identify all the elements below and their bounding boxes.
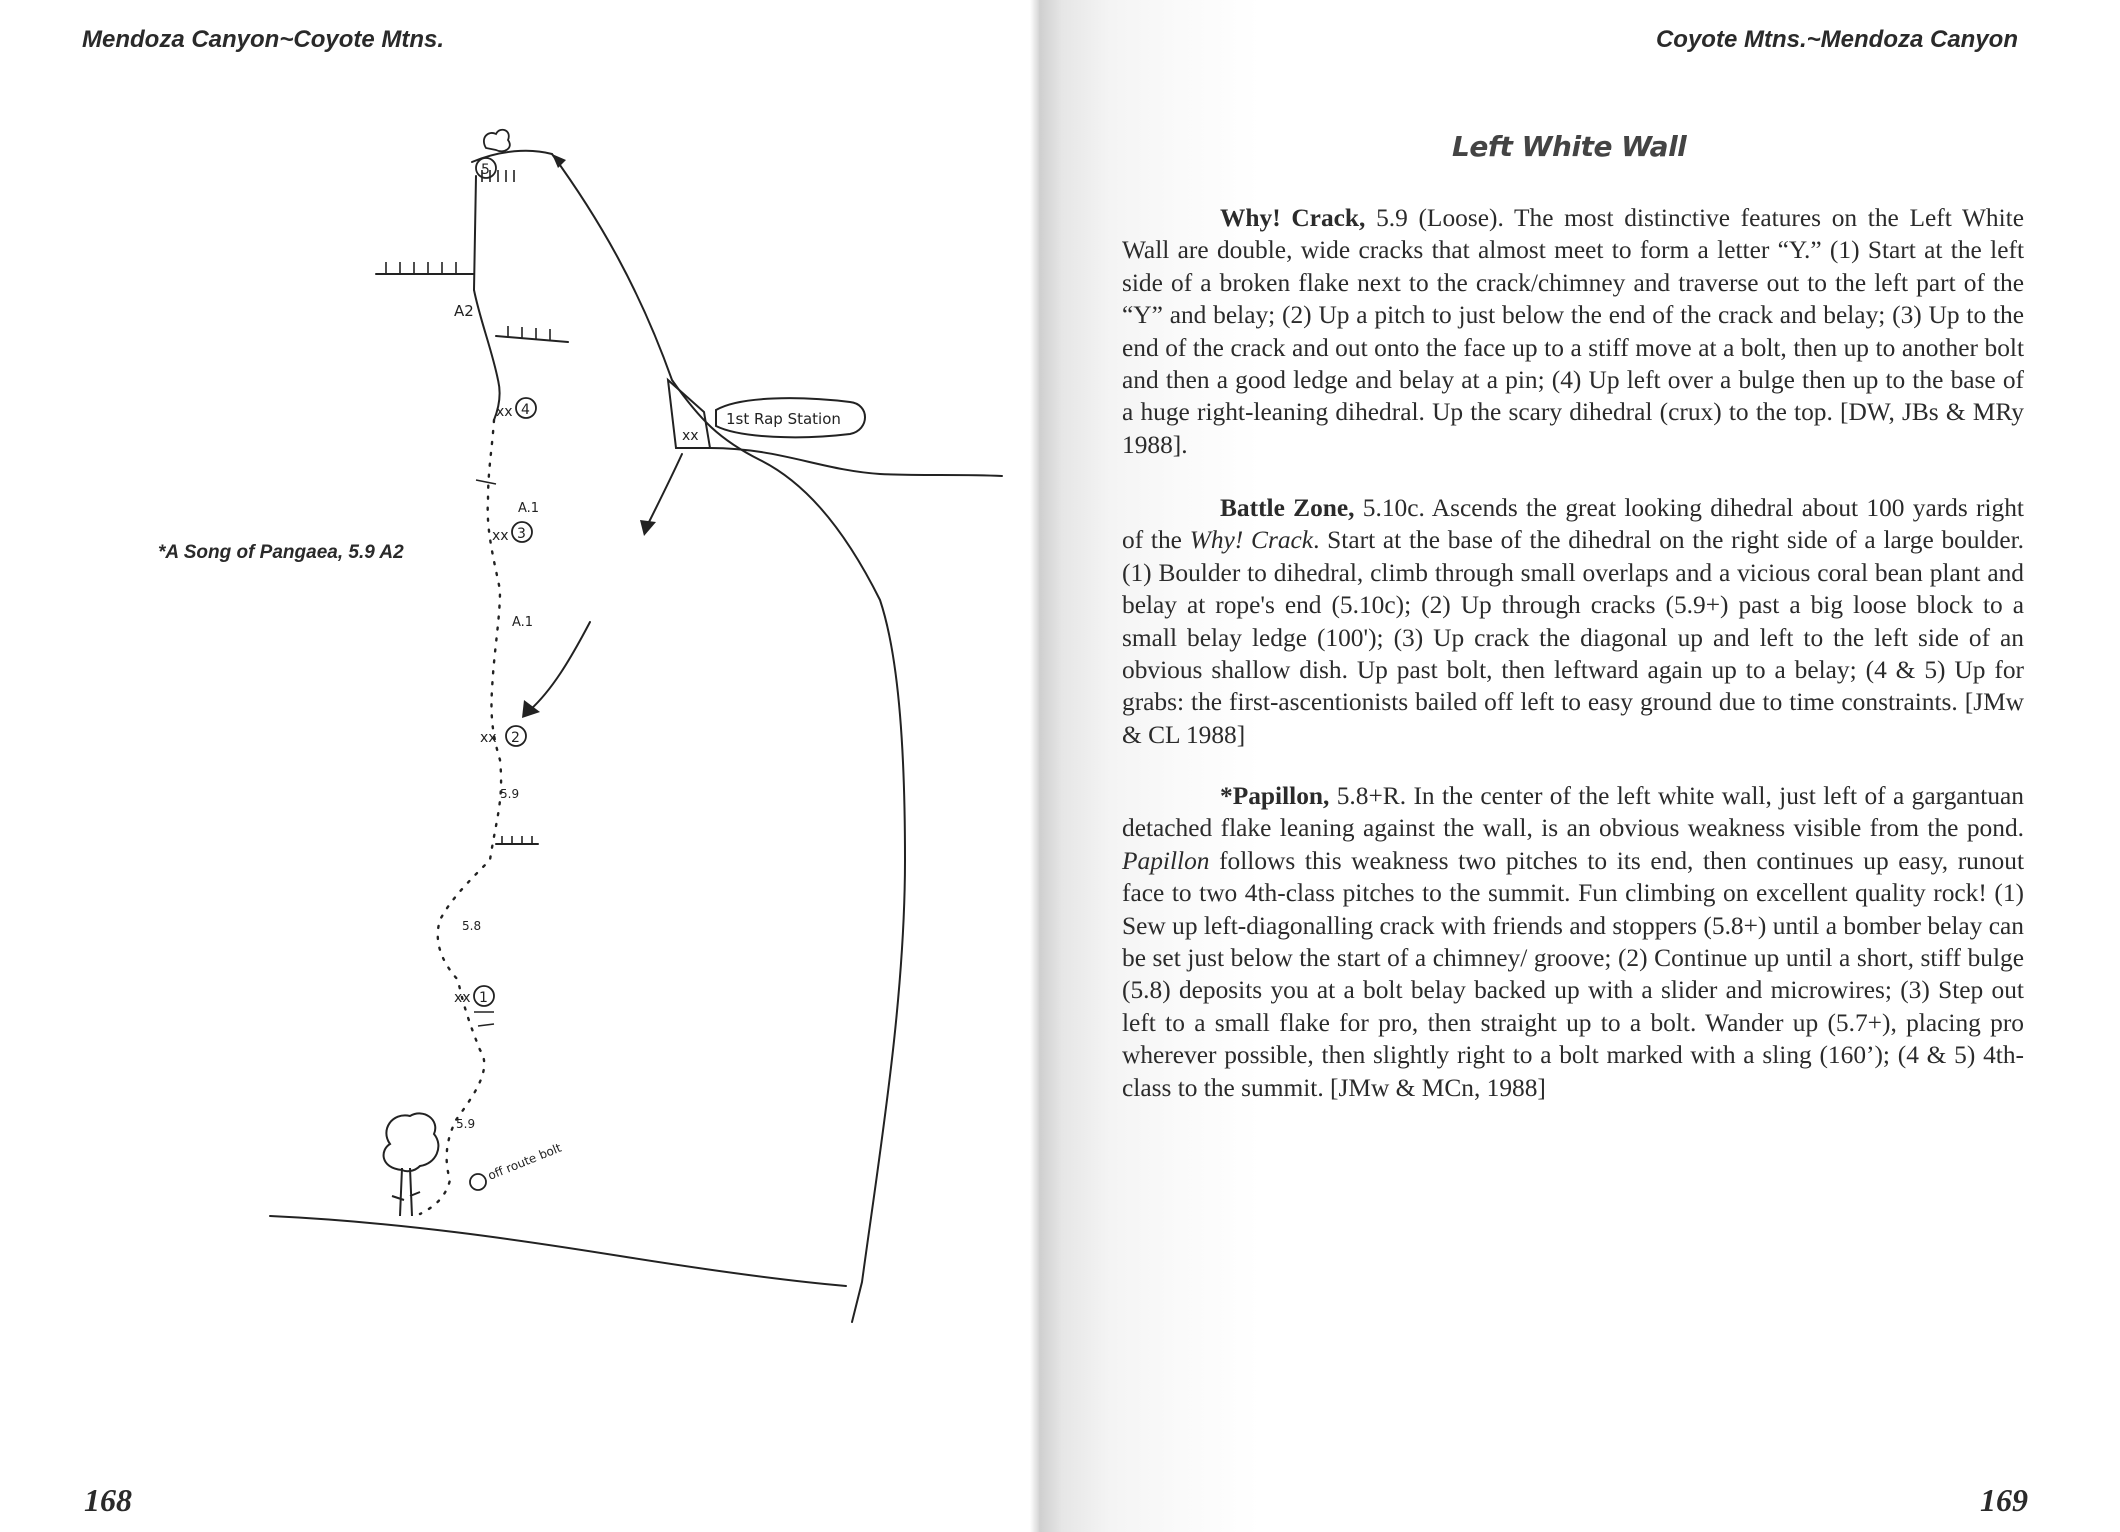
route-reference: Why! Crack bbox=[1189, 526, 1314, 555]
arrowhead-summit bbox=[552, 154, 566, 168]
off-route-bolt-marker bbox=[470, 1174, 486, 1190]
right-page-number: 169 bbox=[1980, 1482, 2028, 1518]
rap-station-label: 1st Rap Station bbox=[726, 410, 841, 428]
route-topo-diagram bbox=[0, 0, 1040, 1532]
belay-1-label: 1 bbox=[479, 990, 488, 1006]
off-route-bolt-label: off route bolt bbox=[485, 1140, 564, 1183]
topo-caption: *A Song of Pangaea, 5.9 A2 bbox=[158, 542, 404, 563]
left-running-head: Mendoza Canyon~Coyote Mtns. bbox=[82, 26, 445, 53]
summit-tree-icon bbox=[484, 130, 510, 152]
bolts-label-3: xx bbox=[492, 528, 509, 544]
belay-3-label: 3 bbox=[517, 526, 526, 542]
descent-arrow-upper bbox=[648, 454, 682, 524]
overhang-2 bbox=[496, 336, 568, 342]
star-rating: * bbox=[1220, 782, 1233, 810]
ridge-line bbox=[710, 448, 1002, 476]
bolts-label-4: xx bbox=[496, 404, 513, 420]
arrowheads bbox=[522, 154, 656, 718]
aid-line-top bbox=[474, 290, 500, 420]
tree-icon bbox=[384, 1113, 439, 1216]
route-description: 5.10c. Ascends the great looking dihedral about 100 yards right of the bbox=[1122, 494, 2024, 555]
descent-arrow-lower bbox=[530, 622, 590, 710]
aid-a2-label: A2 bbox=[454, 302, 474, 320]
overhang-ticks bbox=[386, 170, 550, 1026]
route-description: 5.9 (Loose). The most distinctive features on the Left White Wall are double, wide cracks that almost meet to form a letter “Y.” (1) Start at the left side of a broken flake next to the crack/chimney and traverse out to the left part of the “Y” and belay; (2) Up a pitch to just below the end of the crack and belay; (3) Up to the end of the crack and out onto the face up to a stiff move at a bolt, then up to another bolt and then a good ledge and belay at a pin; (4) Up left over a bulge then up to the base of a huge right-leaning dihedral. Up the scary dihedral (crux) to the top. [DW, JBs & MRy 1988]. bbox=[1122, 204, 2024, 459]
ground-line bbox=[270, 1216, 846, 1286]
aid-a1-lower-label: A.1 bbox=[512, 615, 534, 630]
right-running-head: Coyote Mtns.~Mendoza Canyon bbox=[1655, 26, 2018, 53]
summit-profile bbox=[472, 151, 552, 162]
grade-59-lower-label: 5.9 bbox=[456, 1117, 476, 1131]
left-page bbox=[0, 0, 1040, 1532]
belay-5-label: 5 bbox=[481, 162, 490, 178]
route-dotted-line bbox=[420, 420, 501, 1214]
aid-a1-upper-label: A.1 bbox=[518, 501, 540, 516]
upper-crack-line bbox=[474, 176, 476, 290]
grade-58-label: 5.8 bbox=[462, 919, 482, 933]
route-why-crack bbox=[1122, 202, 2024, 461]
cliff-outline bbox=[552, 154, 905, 1322]
bolts-label-rap: xx bbox=[682, 428, 699, 444]
route-papillon: *Papillon, 5.8+R. In the center of the left white wall, just left of a gargantuan detached flake leaning against the wall, is an obvious weakness visible from the pond. Papillon follows this weakness two pitches to its end, then continues up easy, runout face to two 4th-class pitches to the summit. Fun climbing on excellent quality rock! (1) Sew up left-diagonalling crack with friends and stoppers (5.8+) until a bomber belay can be set just below the start of a chimney/ groove; (2) Continue up until a short, stiff bulge (5.8) deposits you at a bolt belay backed up with a slider and microwires; (3) Step out left to a small flake for pro, then straight up to a bolt. Wander up (5.7+), placing pro wherever possible, then slightly right to a bolt marked with a sling (160’); (4 & 5) 4th-class to the summit. [JMw & MCn, 1988] bbox=[1122, 782, 2024, 1102]
route-battle-zone: Battle Zone, 5.10c. Ascends the great looking dihedral about 100 yards right of the Why! Crack. Start at the base of the dihedral on the right side of a large boulder. (1) Boulder to dihedral, climb through small overlaps and a vicious coral bean plant and belay at rope's end (5.10c); (2) Up through cracks (5.9+) past a big loose block to a small belay ledge (100'); (3) Up crack the diagonal up and left to the left side of an obvious shallow dish. Up past bolt, then leftward again up to a belay; (4 & 5) Up for grabs: the first-ascentionists bailed off left to easy ground due to time constraints. [JMw & CL 1988] bbox=[1122, 494, 2024, 749]
route-reference: Papillon bbox=[1122, 846, 1210, 875]
belay-2-label: 2 bbox=[511, 730, 520, 746]
bolts-label-1: xx bbox=[454, 990, 471, 1006]
arrowhead-upper bbox=[640, 520, 656, 536]
route-name: Battle Zone, bbox=[1220, 494, 1355, 522]
route-description: 5.8+R. In the center of the left white wall, just left of a gargantuan detached flake leaning against the wall, is an obvious weakness visible from the pond. bbox=[1122, 782, 2024, 843]
left-page-number: 168 bbox=[84, 1482, 132, 1518]
grade-59-upper-label: 5.9 bbox=[500, 787, 520, 801]
route-name: Papillon, bbox=[1232, 782, 1330, 810]
bolts-label-2: xx bbox=[480, 730, 497, 746]
belay-4-label: 4 bbox=[521, 402, 530, 418]
route-name: Why! Crack, bbox=[1220, 204, 1366, 232]
section-title: Left White Wall bbox=[1452, 130, 1687, 163]
